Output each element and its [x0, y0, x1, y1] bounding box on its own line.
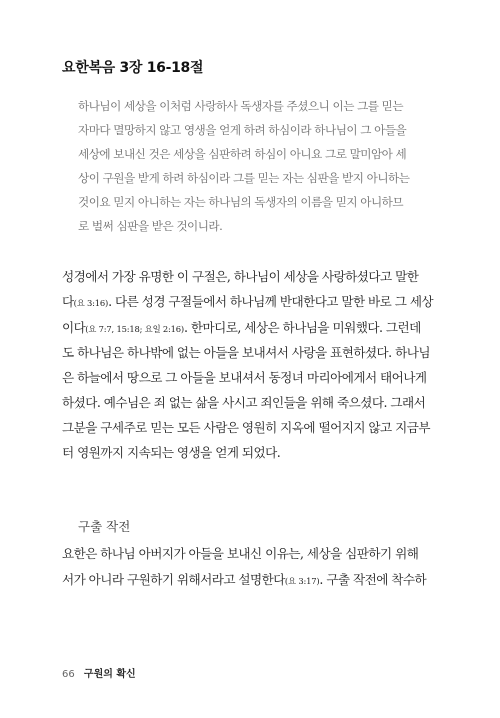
subsection-heading: 구출 작전: [78, 519, 131, 534]
quote-line: 자마다 멸망하지 않고 영생을 얻게 하려 하심이라 하나님이 그 아들을: [78, 123, 407, 137]
body-text: . 한마디로, 세상은 하나님을 미워했다. 그런데: [184, 319, 421, 335]
scripture-reference: (요 3:16): [73, 297, 109, 308]
page-footer: [62, 665, 136, 680]
body-text: 이다: [62, 319, 86, 335]
body-line: 성경에서 가장 유명한 이 구절은, 하나님이 세상을 사랑하셨다고 말한: [62, 269, 419, 284]
page-number: 66: [62, 669, 75, 680]
quote-line: 로 벌써 심판을 받은 것이니라.: [78, 219, 223, 233]
quote-line: 하나님이 세상을 이처럼 사랑하사 독생자를 주셨으니 이는 그를 믿는: [78, 99, 404, 113]
body-line: [62, 290, 438, 316]
body-line: 그분을 구세주로 믿는 모든 사람은 영원히 지옥에 떨어지지 않고 지금부: [62, 419, 430, 435]
body-line: 도 하나님은 하나밖에 없는 아들을 보내셔서 사랑을 표현하셨다. 하나님: [62, 345, 430, 361]
scripture-reference: (요 3:17): [284, 576, 320, 586]
body-text: 서가 아니라 구원하기 위해서라고 설명한다: [62, 572, 285, 587]
body-line: 하셨다. 예수님은 죄 없는 삶을 사시고 죄인들을 위해 죽으셨다. 그래서: [62, 394, 426, 410]
body-line: 터 영원까지 지속되는 영생을 얻게 되었다.: [62, 444, 281, 460]
book-title: 구원의 확신: [83, 669, 136, 680]
section-heading: 요한복음 3장 16-18절: [62, 60, 204, 76]
body-line: 요한은 하나님 아버지가 아들을 보내신 이유는, 세상을 심판하기 위해: [62, 546, 419, 561]
scripture-reference: (요 7:7, 15:18; 요일 2:16): [85, 323, 184, 334]
body-text: . 구출 작전에 착수하: [319, 572, 427, 587]
scripture-quote: [78, 94, 428, 238]
body-line: [62, 316, 438, 342]
body-line: 은 하늘에서 땅으로 그 아들을 보내셔서 동정녀 마리아에게서 태어나게: [62, 370, 427, 386]
quote-line: 상이 구원을 받게 하려 하심이라 그를 믿는 자는 심판을 받지 아니하는: [78, 171, 410, 185]
body-paragraph-1: [62, 265, 438, 465]
body-line: [62, 567, 438, 594]
body-paragraph-2: [62, 541, 438, 594]
quote-line: 세상에 보내신 것은 세상을 심판하려 하심이 아니요 그로 말미암아 세: [78, 147, 407, 161]
quote-line: 것이요 믿지 아니하는 자는 하나님의 독생자의 이름을 믿지 아니하므: [78, 195, 404, 209]
body-text: 다: [62, 293, 74, 309]
body-text: . 다른 성경 구절들에서 하나님께 반대한다고 말한 바로 그 세상: [108, 293, 434, 309]
